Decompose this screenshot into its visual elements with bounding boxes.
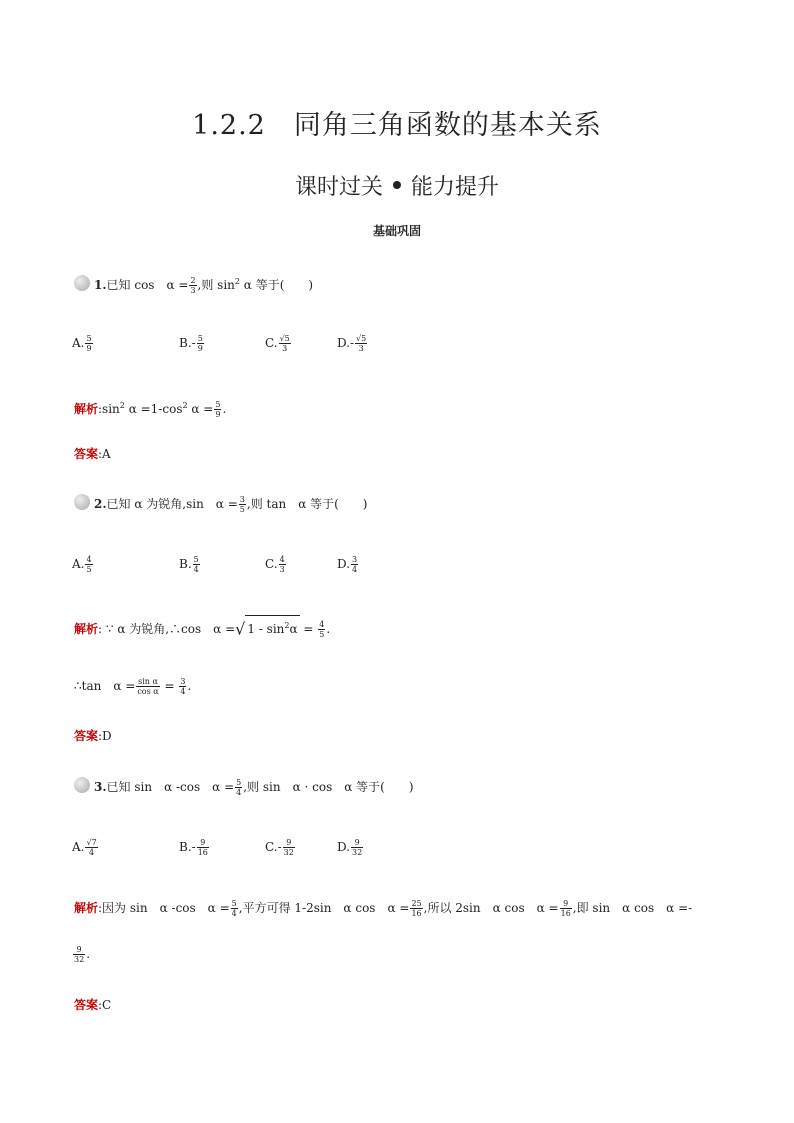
options-q3 (72, 837, 472, 861)
stem-text: 已知 sin α -cos α = (106, 780, 235, 794)
bullet-dot-icon (393, 181, 401, 189)
option-b[interactable]: B.- $\frac{9}{16}$ (179, 838, 208, 857)
solution-q3: 解析:因为 sin α -cos α = $\frac{5}{4}$ ,平方可得 1-2sin α cos α = $\frac{25}{16}$ ,所以 2sin α cos α = $\frac{9}{16}$ ,即 sin α cos α =- (74, 899, 693, 918)
superscript: 2 (234, 277, 240, 286)
fraction: $\frac{2}{3}$ (190, 276, 196, 295)
question-number: 2. (94, 497, 107, 511)
option-a[interactable]: A. $\frac{4}{5}$ (72, 555, 92, 574)
option-a[interactable]: A. $\frac{√7}{4}$ (72, 838, 97, 857)
option-d[interactable]: D. $\frac{3}{4}$ (337, 555, 358, 574)
option-c[interactable]: C. $\frac{√5}{3}$ (265, 334, 290, 353)
solution-q3-cont: $\frac{9}{32}$ . (74, 945, 91, 964)
radical-icon: √ (235, 619, 246, 639)
answer-label: 答案 (74, 729, 99, 743)
stem-text: 已知 cos α = (106, 278, 189, 292)
answer-label: 答案 (74, 447, 99, 461)
solution-q1: 解析$:\sin^2$ $\alpha =1-\cos^2$ α = $\frac{5}{9}$ . (74, 400, 227, 419)
fraction: $\frac{3}{5}$ (239, 495, 245, 514)
subtitle-right: 能力提升 (411, 175, 500, 200)
radicand: $1 - \sin^2\alpha$ (245, 615, 299, 639)
solution-label: 解析 (74, 901, 99, 915)
option-c[interactable]: C.- $\frac{9}{32}$ (265, 838, 294, 857)
option-c[interactable]: C. $\frac{4}{3}$ (265, 555, 285, 574)
page-title: 1.2.2 同角三角函数的基本关系 (192, 110, 602, 141)
answer-value: :D (98, 729, 112, 743)
fraction: $\frac{5}{4}$ (236, 778, 242, 797)
answer-value: :A (98, 447, 111, 461)
subtitle-left: 课时过关 (294, 175, 383, 200)
answer-q3 (74, 995, 111, 1015)
stem-text: α 等于( ) (239, 278, 314, 292)
solution-q2: 解析: ∵ α 为锐角,∴cos α =√ $1 - \sin^2\alpha$ = $\frac{4}{5}$ . (74, 615, 330, 640)
option-b[interactable]: B. $\frac{5}{4}$ (179, 555, 199, 574)
question-marker-icon (74, 275, 90, 291)
question-number: 1. (94, 278, 107, 292)
solution-label: 解析 (74, 622, 99, 636)
answer-value: :C (98, 998, 112, 1012)
question-2 (74, 494, 368, 514)
answer-q1 (74, 444, 111, 464)
page-subtitle (0, 170, 794, 201)
option-a[interactable]: A. $\frac{5}{9}$ (72, 334, 92, 353)
solution-label: 解析 (74, 402, 99, 416)
answer-label: 答案 (74, 998, 99, 1012)
options-q1 (72, 333, 472, 357)
option-b[interactable]: B.- $\frac{5}{9}$ (179, 334, 203, 353)
section-heading: 基础巩固 (372, 224, 421, 238)
stem-text: ,则 sin (197, 278, 235, 292)
stem-text: ,则 tan α 等于( ) (246, 497, 368, 511)
option-d[interactable]: D.- $\frac{√5}{3}$ (337, 334, 367, 353)
question-1 (74, 272, 313, 295)
options-q2 (72, 554, 472, 578)
solution-q2-line2: ∴tan α = $\frac{\text{sin α}}{\text{cos α}}$ = $\frac{3}{4}$ . (74, 677, 192, 696)
option-d[interactable]: D. $\frac{9}{32}$ (337, 838, 363, 857)
stem-text: 已知 α 为锐角,sin α = (106, 497, 238, 511)
question-number: 3. (94, 780, 107, 794)
answer-q2 (74, 726, 112, 746)
question-marker-icon (74, 777, 90, 793)
question-3 (74, 777, 414, 797)
question-marker-icon (74, 494, 90, 510)
stem-text: ,则 sin α · cos α 等于( ) (243, 780, 414, 794)
